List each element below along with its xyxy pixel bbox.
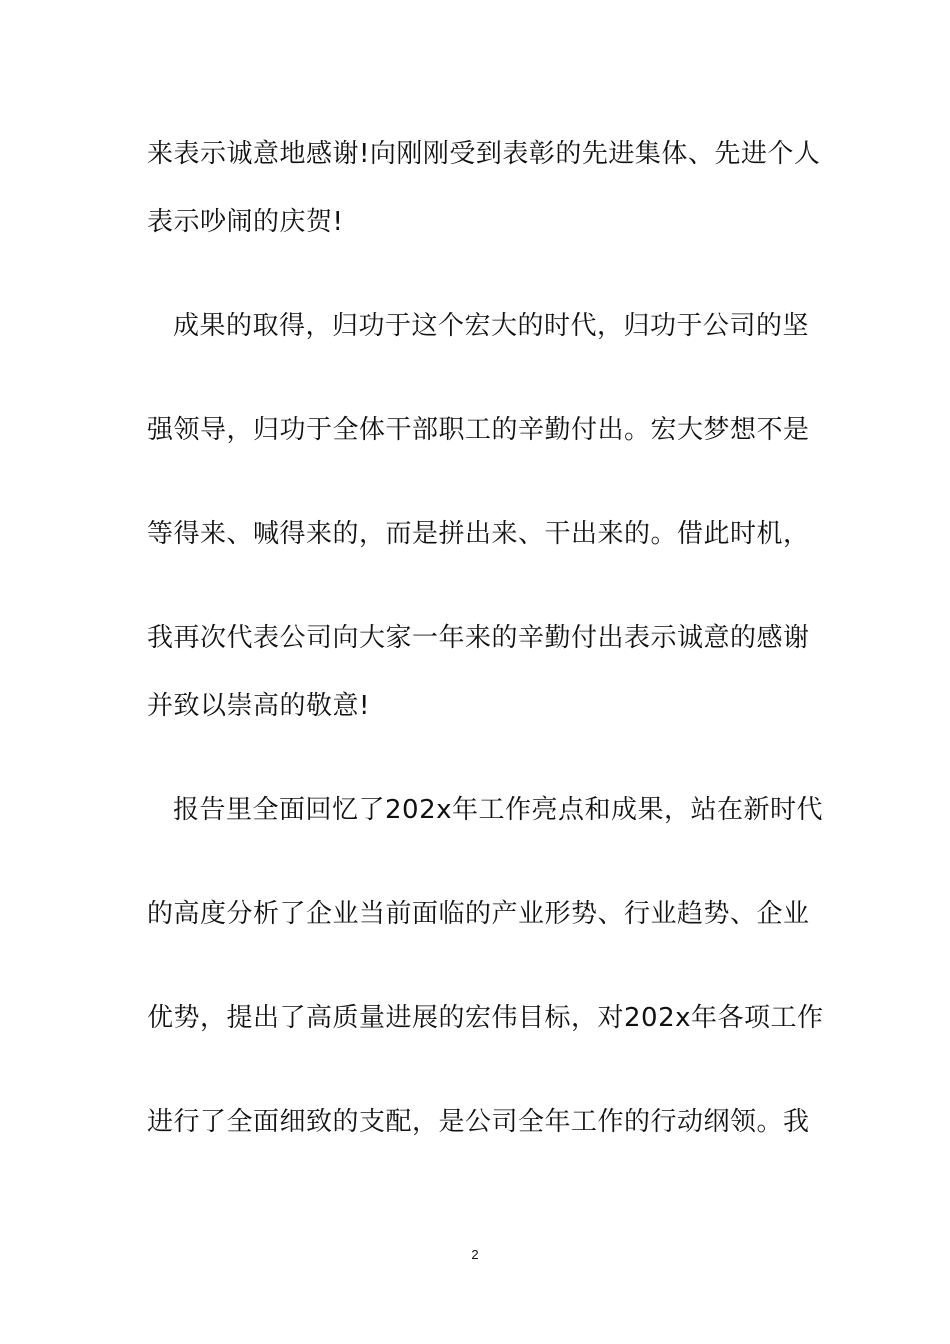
paragraph-first-line: 报告里全面回忆了202x年工作亮点和成果，站在新时代 (173, 795, 824, 825)
text-line: 进行了全面细致的支配，是公司全年工作的行动纲领。我 (147, 1107, 810, 1137)
text-line: 表示吵闹的庆贺! (147, 207, 344, 237)
text-line: 等得来、喊得来的，而是拼出来、干出来的。借此时机， (147, 519, 810, 549)
text-line: 的高度分析了企业当前面临的产业形势、行业趋势、企业 (147, 899, 810, 929)
text-line: 来表示诚意地感谢!向刚刚受到表彰的先进集体、先进个人 (147, 139, 821, 169)
text-line: 强领导，归功于全体干部职工的辛勤付出。宏大梦想不是 (147, 415, 810, 445)
page-number: 2 (471, 1247, 479, 1262)
text-line: 优势，提出了高质量进展的宏伟目标，对202x年各项工作 (147, 1003, 824, 1033)
paragraph-first-line: 成果的取得，归功于这个宏大的时代，归功于公司的坚 (173, 311, 810, 341)
text-line: 我再次代表公司向大家一年来的辛勤付出表示诚意的感谢 (147, 623, 810, 653)
text-line: 并致以崇高的敬意! (147, 691, 370, 721)
